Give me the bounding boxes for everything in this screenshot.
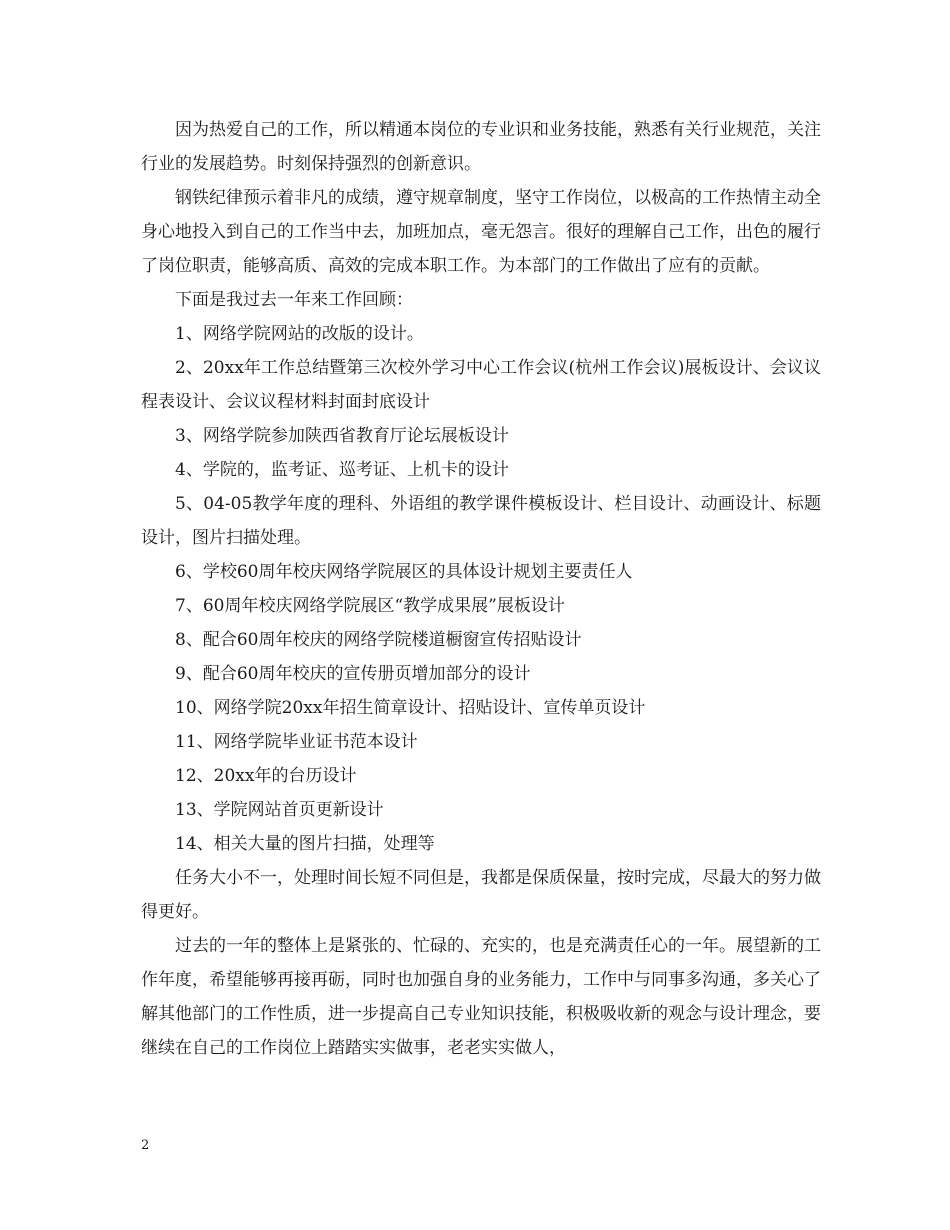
list-item: 3、网络学院参加陕西省教育厅论坛展板设计 bbox=[175, 426, 509, 446]
list-item: 4、学院的，监考证、巡考证、上机卡的设计 bbox=[175, 460, 509, 480]
paragraph-outlook: 过去的一年的整体上是紧张的、忙碌的、充实的，也是充满责任心的一年。展望新的工作年度，希望能够再接再砺，同时也加强自身的业务能力，工作中与同事多沟通，多关心了解其他部门的工作性质，进一步提高自己专业知识技能，积极吸收新的观念与设计理念，要继续在自己的工作岗位上踏踏实实做事，老老实实做人， bbox=[141, 936, 821, 1058]
paragraph-review-heading: 下面是我过去一年来工作回顾： bbox=[175, 290, 413, 310]
paragraph-task-summary: 任务大小不一，处理时间长短不同但是，我都是保质保量，按时完成，尽最大的努力做得更好。 bbox=[141, 868, 821, 922]
list-item: 14、相关大量的图片扫描，处理等 bbox=[175, 834, 435, 854]
list-item: 2、20xx年工作总结暨第三次校外学习中心工作会议(杭州工作会议)展板设计、会议议程表设计、会议议程材料封面封底设计 bbox=[141, 358, 821, 412]
list-item: 13、学院网站首页更新设计 bbox=[175, 800, 384, 820]
paragraph-intro: 因为热爱自己的工作，所以精通本岗位的专业识和业务技能，熟悉有关行业规范，关注行业的发展趋势。时刻保持强烈的创新意识。 bbox=[141, 120, 821, 174]
list-item: 8、配合60周年校庆的网络学院楼道橱窗宣传招贴设计 bbox=[175, 630, 582, 650]
list-item: 10、网络学院20xx年招生简章设计、招贴设计、宣传单页设计 bbox=[175, 698, 646, 718]
paragraph-discipline: 钢铁纪律预示着非凡的成绩，遵守规章制度，坚守工作岗位，以极高的工作热情主动全身心地投入到自己的工作当中去，加班加点，毫无怨言。很好的理解自己工作，出色的履行了岗位职责，能够高质、高效的完成本职工作。为本部门的工作做出了应有的贡献。 bbox=[141, 188, 821, 276]
document-body bbox=[141, 113, 821, 1065]
list-item: 5、04-05教学年度的理科、外语组的教学课件模板设计、栏目设计、动画设计、标题设计，图片扫描处理。 bbox=[141, 494, 821, 548]
list-item: 11、网络学院毕业证书范本设计 bbox=[175, 732, 418, 752]
list-item: 7、60周年校庆网络学院展区“教学成果展”展板设计 bbox=[175, 596, 565, 616]
list-item: 1、网络学院网站的改版的设计。 bbox=[175, 324, 424, 344]
list-item: 12、20xx年的台历设计 bbox=[175, 766, 357, 786]
page-number: 2 bbox=[141, 1138, 150, 1153]
list-item: 6、学校60周年校庆网络学院展区的具体设计规划主要责任人 bbox=[175, 562, 633, 582]
list-item: 9、配合60周年校庆的宣传册页增加部分的设计 bbox=[175, 664, 531, 684]
